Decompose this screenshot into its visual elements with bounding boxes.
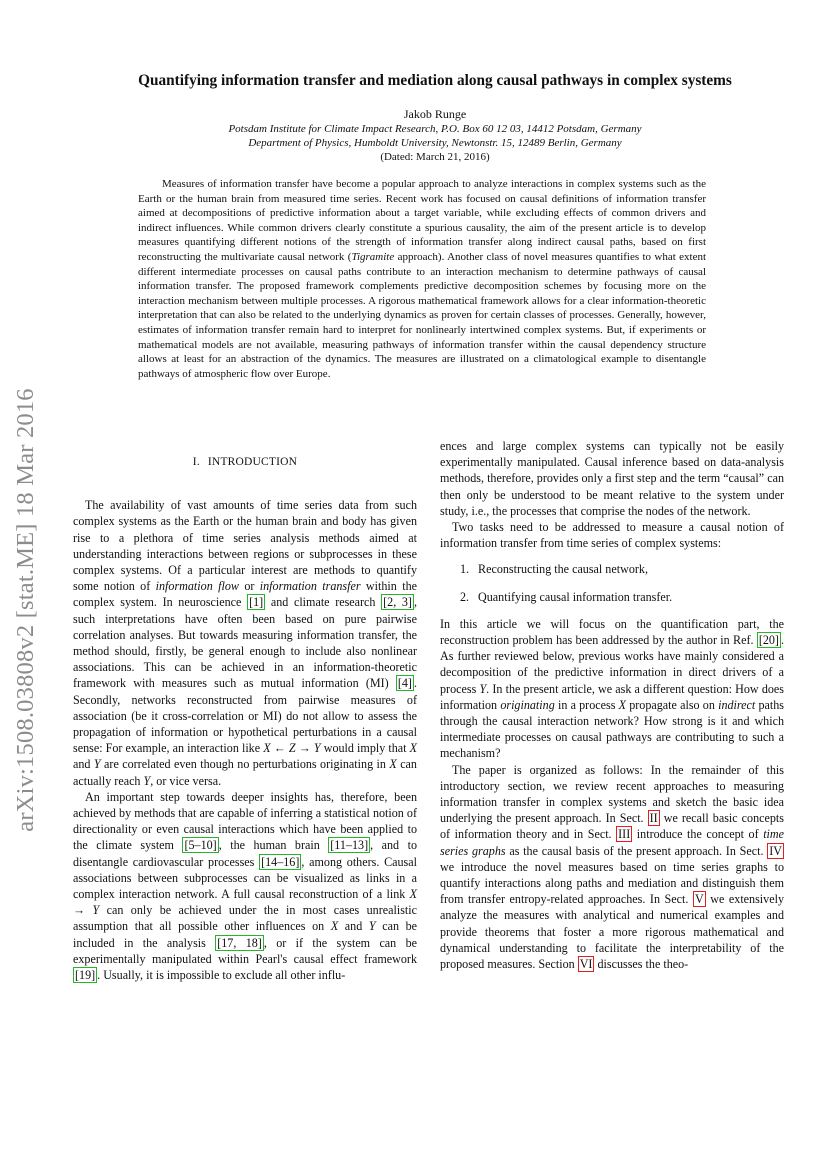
list-item: 2. Quantifying causal information transfer.	[460, 589, 673, 604]
intro-paragraph-4: Two tasks need to be addressed to measure a causal notion of information transfer from time series of complex systems:	[440, 520, 784, 551]
citation-link[interactable]: [11–13]	[330, 838, 369, 853]
math-expression: X ← Z → Y	[263, 741, 321, 756]
tigramite-term: Tigramite	[351, 250, 395, 263]
intro-paragraph-1: The availability of vast amounts of time series data from such complex systems as the Earth or the human brain and body has given rise to a plethora of time series analysis methods aimed at understanding interactions between regions or subprocesses in these complex systems. Of a particular interest are methods to quantify some notion of information flow or information transfer within the complex system. In neuroscience [1] and climate research [2, 3] , such interpretations have often been based on pure pairwise correlation analyses. But towards measuring information transfer, the method should, firstly, be general enough to include also nonlinear associations. This can be achieved in an information-theoretic framework with measures such as mutual information (MI) [4] . Secondly, networks reconstructed from pairwise measures of association (be it cross-correlation or MI) do not allow to assess the propagation of information or hypothetical perturbations in a causal sense: For example, an interaction like X ← Z → Y would imply that X and Y are correlated even though no perturbations originating in X can actually reach Y, or vice versa.	[73, 498, 417, 788]
arxiv-identifier-stamp	[4, 350, 48, 870]
citation-link[interactable]: [4]	[397, 676, 412, 691]
citation-link[interactable]: [1]	[249, 595, 264, 610]
abstract: Measures of information transfer have become a popular approach to analyze interactions in complex systems such as the Earth or the human brain from measured time series. Recent work has focused on causal definitions of information transfer aimed at decompositions of predictive information about a target variable, while excluding effects of common drivers and indirect influences. While common drivers clearly constitute a spurious causality, the aim of the present article is to develop measures quantifying different notions of the strength of information transfer along indirect causal paths, based on first reconstructing the multivariate causal network (Tigramite approach). Another class of novel measures quantifies to what extent different intermediate processes on causal paths contribute to an interaction mechanism to determine pathways of causal information transfer. The proposed framework complements predictive decomposition schemes by focusing more on the interaction mechanism between multiple processes. A rigorous mathematical framework allows for a clear information-theoretic interpretation that can also be related to the underlying dynamics as proven for certain classes of processes. Generally, however, estimates of information transfer remain hard to interpret for nonlinearly intertwined complex systems. But, if experiments or mathematical models are not available, measuring pathways of information transfer within the causal dependency structure allows at least for an abstraction of the dynamics. The measures are illustrated on a climatological example to disentangle pathways of atmospheric flow over Europe.	[138, 178, 707, 380]
section-title: INTRODUCTION	[207, 456, 298, 468]
list-item: 1. Reconstructing the causal network,	[460, 562, 648, 577]
intro-paragraph-5: In this article we will focus on the quantification part, the reconstruction problem has been addressed by the author in Ref. [20] . As further reviewed below, previous works have mainly considered a decomposition of the predictive information in direct drivers of a process Y. In the present article, we ask a different question: How does information originating in a process X propagate also on indirect paths through the causal interaction network? How strong is it and which intermediate processes on causal pathways are contributing to such a mechanism?	[440, 616, 784, 761]
section-link[interactable]: III	[618, 827, 631, 842]
section-link[interactable]: II	[649, 811, 658, 826]
section-number: I.	[192, 456, 200, 468]
citation-link[interactable]: [20]	[758, 633, 779, 648]
arxiv-stamp-text: arXiv:1508.03808v2 [stat.ME] 18 Mar 2016	[12, 388, 39, 832]
affiliation-2: Department of Physics, Humboldt University, Newtonstr. 15, 12489 Berlin, Germany	[248, 137, 622, 149]
right-column	[440, 438, 784, 972]
author-name: Jakob Runge	[403, 107, 467, 121]
left-column	[73, 438, 417, 983]
section-link[interactable]: VI	[579, 957, 593, 972]
section-link[interactable]: V	[694, 892, 704, 907]
citation-link[interactable]: [14–16]	[261, 854, 300, 869]
intro-paragraph-6: The paper is organized as follows: In the remainder of this introductory section, we review recent approaches to measuring information transfer in complex systems and sketch the basic idea underlying the present approach. In Sect. II we recall basic concepts of information theory and in Sect. III introduce the concept of time series graphs as the causal basis of the present approach. In Sect. IV we introduce the novel measures based on time series graphs to quantify interactions along paths and mediation and distinguish them from transfer entropy-related approaches. In Sect. V we extensively analyze the measures with analytical and numerical examples and provide theorems that foster a more rigorous mathematical and dynamical understanding to facilitate the interpretability of the proposed measures. Section VI discusses the theo-	[440, 762, 785, 972]
paper-title: Quantifying information transfer and mediation along causal pathways in complex systems	[138, 72, 732, 89]
section-link[interactable]: IV	[769, 843, 782, 858]
affiliation-1: Potsdam Institute for Climate Impact Research, P.O. Box 60 12 03, 14412 Potsdam, Germany	[228, 123, 642, 135]
intro-paragraph-3: ences and large complex systems can typically not be easily experimentally manipulated. Causal inference based on data-analysis methods, therefore, provides only a first step and the term “causal” can then only be understood to be meant relative to the system under study, i.e., the processes that comprise the nodes of the network.	[440, 439, 784, 518]
citation-link[interactable]: [5–10]	[184, 838, 217, 853]
task-list	[460, 561, 784, 604]
citation-link[interactable]: [17, 18]	[217, 935, 262, 950]
date-line: (Dated: March 21, 2016)	[380, 151, 490, 163]
section-heading	[73, 454, 417, 470]
citation-link[interactable]: [19]	[75, 968, 96, 983]
intro-paragraph-2: An important step towards deeper insights has, therefore, been achieved by methods that are capable of inferring a statistical notion of directionality or even causal interactions which have been applied to the climate system [5–10] , the human brain [11–13] , and to disentangle cardiovascular processes [14–16] , among others. Causal associations between subprocesses can be visualized as links in a complex interaction network. A full causal reconstruction of a link X → Y can only be achieved under the in most cases unrealistic assumption that all possible other influences on X and Y can be included in the analysis [17, 18] , or if the system can be experimentally manipulated within Pearl's causal effect framework [19] . Usually, it is impossible to exclude all other influ-	[73, 789, 418, 983]
math-expression: X → Y	[73, 887, 417, 918]
citation-link[interactable]: [2, 3]	[383, 595, 412, 610]
